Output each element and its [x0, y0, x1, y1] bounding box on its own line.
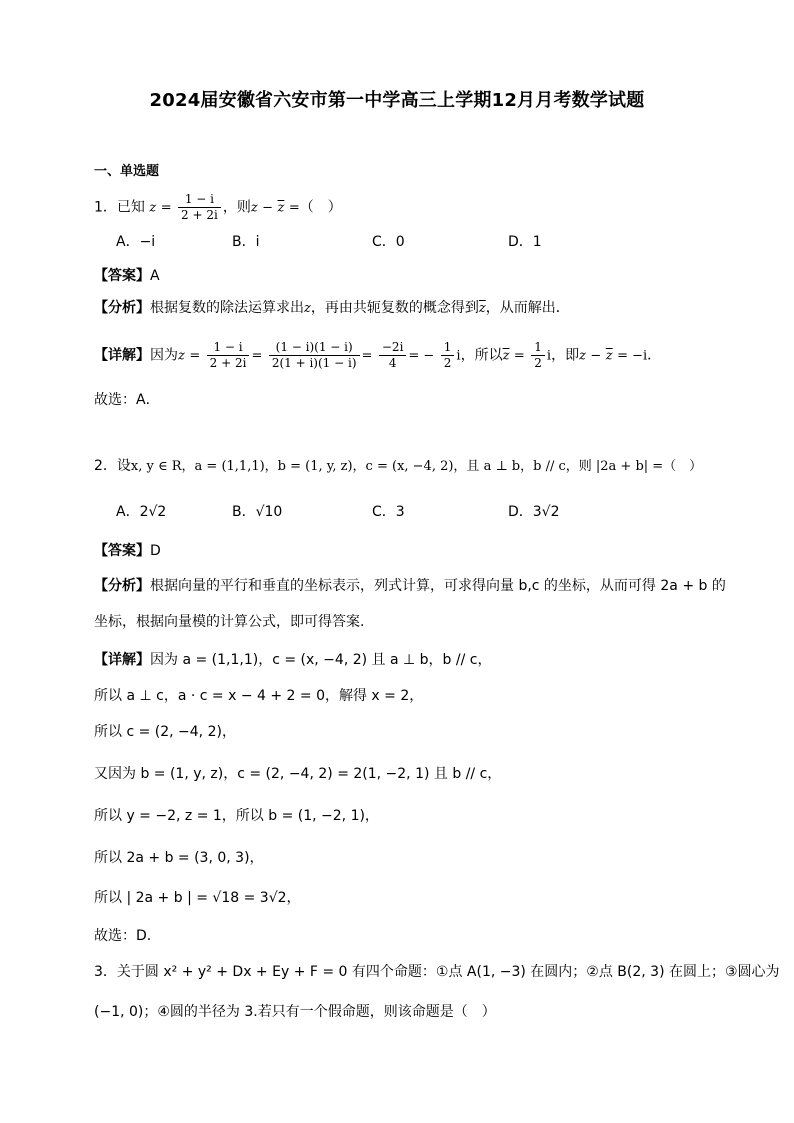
q2-detail-line-4: 又因为 b = (1, y, z)，c = (2, −4, 2) = 2(1, −2, 1) 且 b // c，	[94, 766, 502, 782]
q1-option-b: B．i	[232, 234, 260, 250]
q2-detail-line-1: 【详解】因为 a = (1,1,1)，c = (x, −4, 2) 且 a ⊥ b，b // c，	[94, 652, 492, 668]
q1-analysis: 【分析】根据复数的除法运算求出z，再由共轭复数的概念得到$\overline{z}$，从而解出．	[94, 300, 570, 316]
q2-analysis-line-2: 坐标，根据向量模的计算公式，即可得答案.	[94, 614, 365, 630]
q2-option-c: C．3	[372, 504, 405, 520]
q1-conclusion: 故选：A．	[94, 392, 160, 408]
q1-option-d: D．1	[508, 234, 542, 250]
q2-analysis-line-1: 【分析】根据向量的平行和垂直的坐标表示，列式计算，可求得向量 b,c 的坐标，从而可得 2a + b 的	[94, 578, 726, 594]
q2-detail-line-3: 所以 c = (2, −4, 2)，	[94, 724, 236, 740]
q2-stem: 2．设x, y ∈ R，a = (1,1,1)，b = (1, y, z)，c = (x, −4, 2)，且 a ⊥ b，b // c，则 |2a + b| =（ ）	[94, 458, 703, 474]
q2-detail-line-2: 所以 a ⊥ c，a · c = x − 4 + 2 = 0，解得 x = 2，	[94, 688, 424, 704]
q2-detail-line-5: 所以 y = −2, z = 1，所以 b = (1, −2, 1)，	[94, 808, 379, 824]
q2-answer: 【答案】D	[94, 543, 161, 559]
q3-stem-line-2: (−1, 0)；④圆的半径为 3.若只有一个假命题，则该命题是（ ）	[94, 1004, 496, 1020]
q1-number: 1．已知	[94, 199, 145, 216]
q2-conclusion: 故选：D.	[94, 928, 152, 944]
q1-stem: 1．已知 z = $\frac{1 - i}{2 + 2i}$ ，则$z - \overline{z}$ =（ ）	[94, 192, 342, 222]
q1-fraction: $\frac{1 - i}{2 + 2i}$	[178, 192, 221, 223]
q1-option-a: A．−i	[116, 234, 156, 250]
section-heading: 一、单选题	[94, 164, 160, 179]
q3-stem-line-1: 3．关于圆 x² + y² + Dx + Ey + F = 0 有四个命题：①点 A(1, −3) 在圆内；②点 B(2, 3) 在圆上；③圆心为	[94, 964, 780, 980]
q2-option-a: A．2√2	[116, 504, 167, 520]
page-title: 2024届安徽省六安市第一中学高三上学期12月月考数学试题	[149, 90, 645, 111]
q2-detail-line-6: 所以 2a + b = (3, 0, 3)，	[94, 850, 264, 866]
q2-detail-line-7: 所以 | 2a + b | = √18 = 3√2，	[94, 890, 301, 906]
q2-option-d: D．3√2	[508, 504, 560, 520]
q1-option-c: C．0	[372, 234, 405, 250]
q1-detail: 【详解】因为z = $\frac{1 - i}{2 + 2i}$ = $\frac{(1 - i)(1 - i)}{2(1 + i)(1 - i)}$ = $\frac{-2i}{4}$ = − $\frac{1}{2}$ i，所以$\overline{z}$ = $\frac{1}{2}$ i，即$z - \overline{z} = -i$．	[94, 340, 662, 370]
q1-answer: 【答案】A	[94, 268, 160, 284]
q2-option-b: B．√10	[232, 504, 283, 520]
